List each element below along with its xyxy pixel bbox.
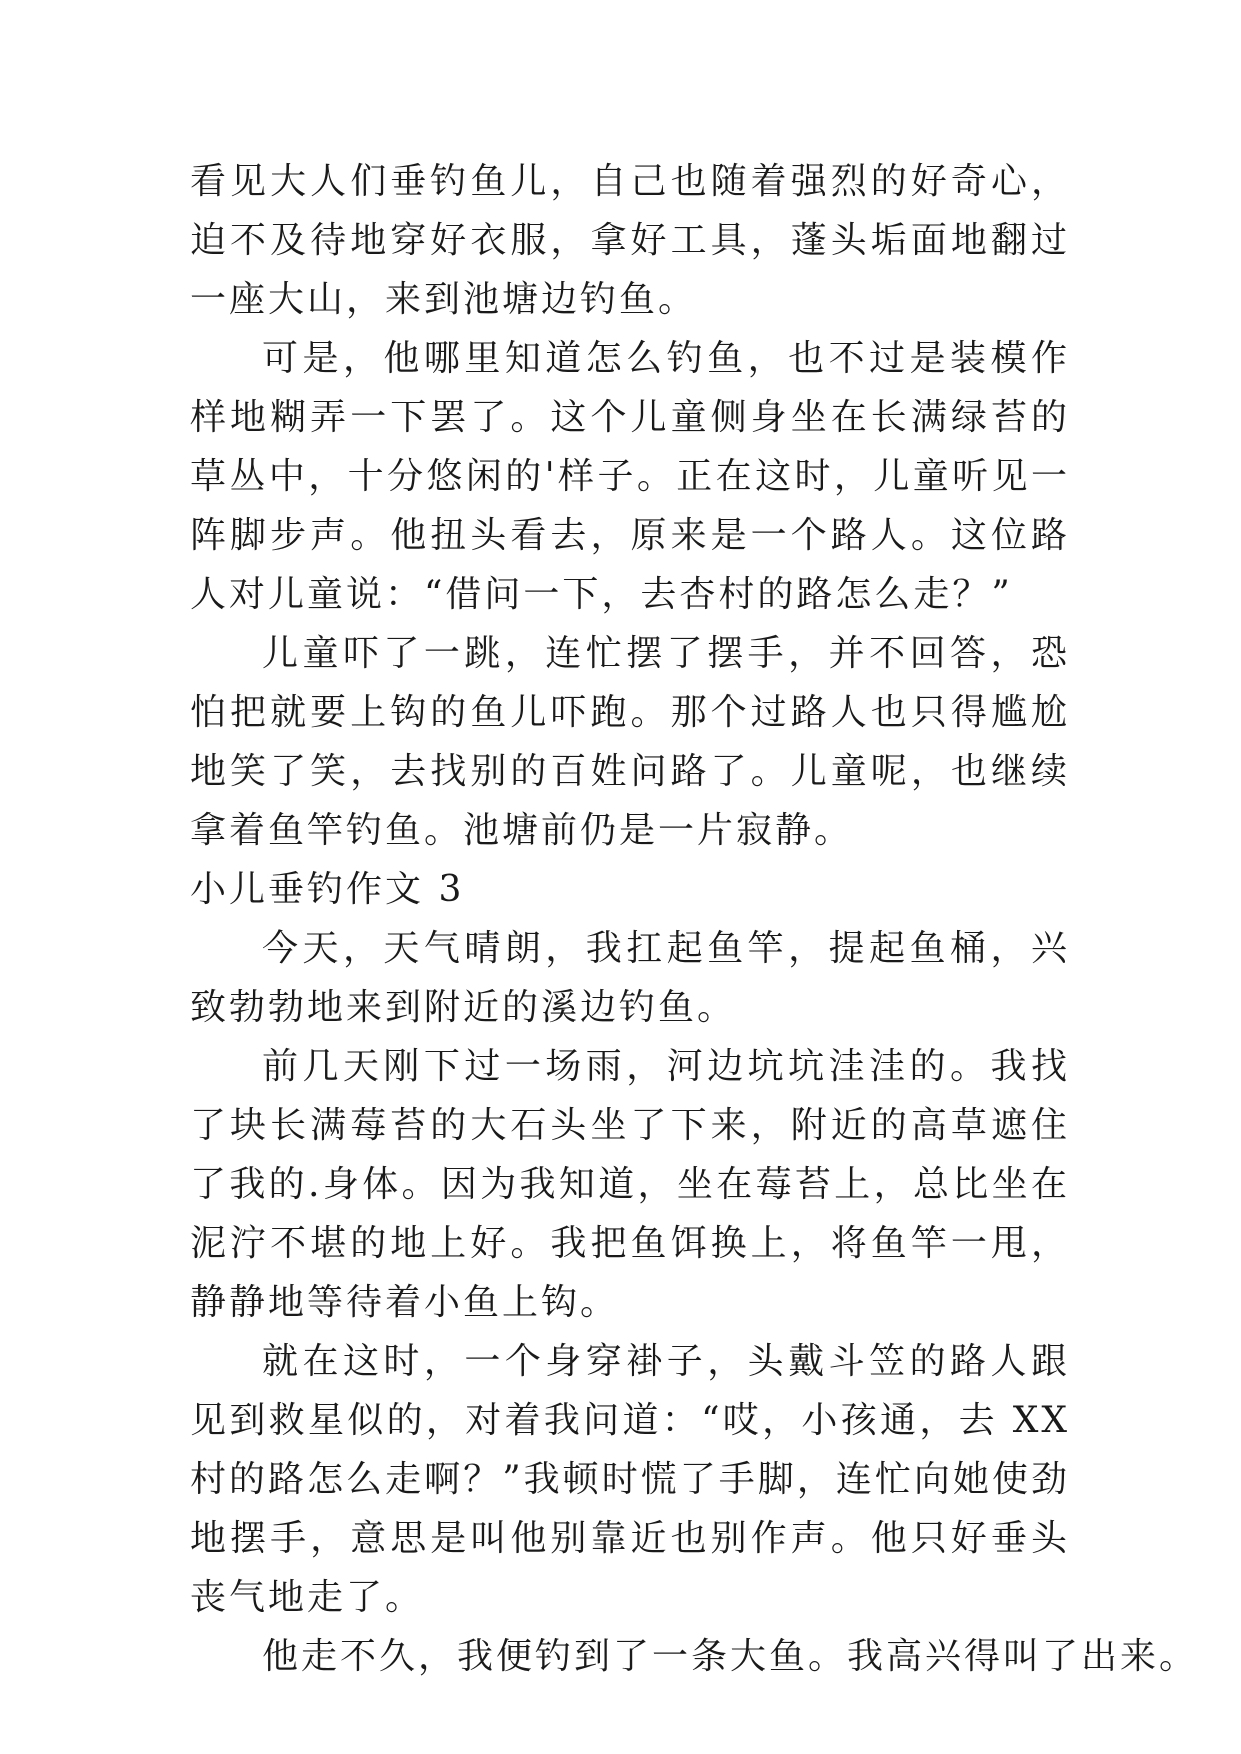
paragraph-6: 就在这时，一个身穿褂子，头戴斗笠的路人跟见到救星似的，对着我问道：“哎，小孩通，去 XX 村的路怎么走啊？”我顿时慌了手脚，连忙向她使劲地摆手，意思是叫他别靠近也别作声。他只好垂头丧气地走了。: [190, 1341, 1070, 1618]
paragraph-2: 可是，他哪里知道怎么钓鱼，也不过是装模作样地糊弄一下罢了。这个儿童侧身坐在长满绿苔的草丛中，十分悠闲的'样子。正在这时，儿童听见一阵脚步声。他扭头看去，原来是一个路人。这位路人对儿童说：“借问一下，去杏村的路怎么走？”: [190, 338, 1070, 615]
paragraph-7: 他走不久，我便钓到了一条大鱼。我高兴得叫了出来。: [262, 1636, 1199, 1677]
paragraph-1: 看见大人们垂钓鱼儿，自己也随着强烈的好奇心，迫不及待地穿好衣服，拿好工具，蓬头垢面地翻过一座大山，来到池塘边钓鱼。: [190, 161, 1070, 320]
section-title: 小儿垂钓作文 3: [190, 869, 465, 910]
paragraph-3: 儿童吓了一跳，连忙摆了摆手，并不回答，恐怕把就要上钩的鱼儿吓跑。那个过路人也只得尴尬地笑了笑，去找别的百姓问路了。儿童呢，也继续拿着鱼竿钓鱼。池塘前仍是一片寂静。: [190, 633, 1070, 851]
paragraph-5: 前几天刚下过一场雨，河边坑坑洼洼的。我找了块长满莓苔的大石头坐了下来，附近的高草遮住了我的.身体。因为我知道，坐在莓苔上，总比坐在泥泞不堪的地上好。我把鱼饵换上，将鱼竿一甩，静静地等待着小鱼上钩。: [190, 1046, 1070, 1323]
document-body: [190, 152, 1199, 1686]
paragraph-4: 今天，天气晴朗，我扛起鱼竿，提起鱼桶，兴致勃勃地来到附近的溪边钓鱼。: [190, 928, 1070, 1028]
